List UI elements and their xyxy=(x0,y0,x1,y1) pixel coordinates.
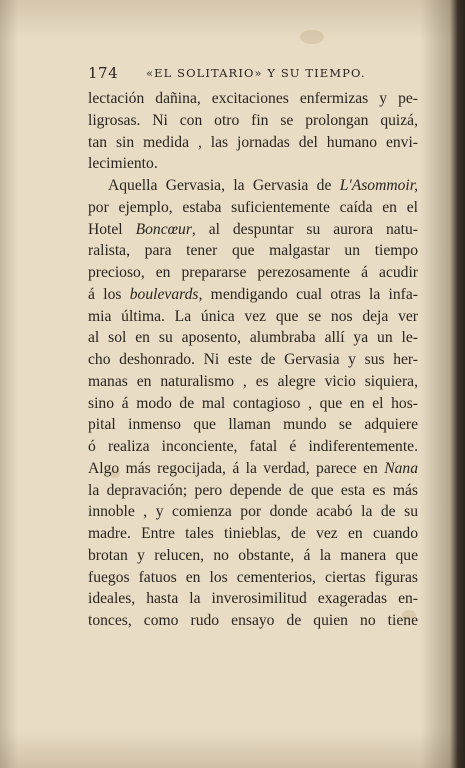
text-segment: fuegos fatuos en los cementerios, ciertas figuras xyxy=(88,568,418,586)
text-line xyxy=(88,371,418,393)
italic-text: Boncœur xyxy=(135,220,192,238)
text-line xyxy=(88,88,418,110)
text-segment: por ejemplo, estaba suficientemente caída en el xyxy=(88,198,418,216)
text-line xyxy=(88,523,418,545)
italic-text: boulevards, xyxy=(129,285,203,303)
text-segment: Aquella Gervasia, la Gervasia de xyxy=(108,177,340,194)
text-line xyxy=(88,545,418,567)
text-line xyxy=(88,436,418,458)
text-segment: ideales, hasta la inverosimilitud exageradas en- xyxy=(88,590,418,608)
page-header xyxy=(88,64,418,84)
text-line xyxy=(88,480,418,502)
text-segment: la depravación; pero depende de que esta es más xyxy=(88,481,418,499)
text-line xyxy=(88,414,418,436)
text-segment: innoble , y comienza por donde acabó la de su xyxy=(88,503,418,521)
running-title: «EL SOLITARIO» Y SU TIEMPO. xyxy=(146,66,366,80)
text-line xyxy=(88,240,418,262)
text-segment: pital inmenso que llaman mundo se adquiere xyxy=(88,416,418,434)
text-line xyxy=(88,197,418,219)
text-segment: Hotel xyxy=(88,220,136,238)
text-segment: lecimiento. xyxy=(88,155,158,173)
body-text xyxy=(88,88,418,632)
text-line xyxy=(88,306,418,328)
paper-stain xyxy=(300,30,324,44)
text-segment: ligrosas. Ni con otro fin se prolongan quizá, xyxy=(88,111,418,129)
text-line xyxy=(88,175,418,197)
text-segment: tonces, como rudo ensayo de quien no tiene xyxy=(88,612,418,629)
text-line xyxy=(88,327,418,349)
text-segment: brotan y relucen, no obstante, á la manera que xyxy=(88,546,418,564)
text-line xyxy=(88,588,418,610)
text-line xyxy=(88,567,418,589)
text-line xyxy=(88,501,418,523)
text-segment: lectación dañina, excitaciones enfermizas y pe- xyxy=(88,90,418,107)
page-number: 174 xyxy=(88,64,119,82)
text-segment: al sol en su aposento, alumbraba allí ya un le- xyxy=(88,329,418,347)
text-line xyxy=(88,284,418,306)
text-segment: mendigando cual otras la infa- xyxy=(202,285,418,303)
text-segment: madre. Entre tales tinieblas, de vez en cuando xyxy=(88,525,418,542)
text-line xyxy=(88,610,418,632)
text-segment: precioso, en prepararse perezosamente á acudir xyxy=(88,264,418,281)
text-segment: ralista, para tener que malgastar un tiempo xyxy=(88,242,418,260)
text-segment: manas en naturalismo , es alegre vicio siquiera, xyxy=(88,372,418,390)
text-segment: tan sin medida , las jornadas del humano envi- xyxy=(88,133,418,151)
text-line xyxy=(88,349,418,371)
text-line xyxy=(88,262,418,284)
text-segment: cho deshonrado. Ni este de Gervasia y sus her- xyxy=(88,351,418,368)
text-line xyxy=(88,219,418,241)
italic-text: L'Asommoir, xyxy=(339,177,418,194)
text-segment: mia última. La única vez que se nos deja ver xyxy=(88,307,418,325)
text-line xyxy=(88,458,418,480)
text-line xyxy=(88,153,418,175)
text-line xyxy=(88,110,418,132)
text-line xyxy=(88,393,418,415)
text-segment: Algo más regocijada, á la verdad, parece en xyxy=(88,459,385,477)
text-segment: á los xyxy=(88,285,130,303)
text-line xyxy=(88,132,418,154)
italic-text: Nana xyxy=(384,459,418,477)
text-segment: sino á modo de mal contagioso , que en el hos- xyxy=(88,394,418,412)
text-segment: , al despuntar su aurora natu- xyxy=(191,220,419,238)
text-segment: ó realiza inconciente, fatal é indiferentemente. xyxy=(88,438,418,455)
